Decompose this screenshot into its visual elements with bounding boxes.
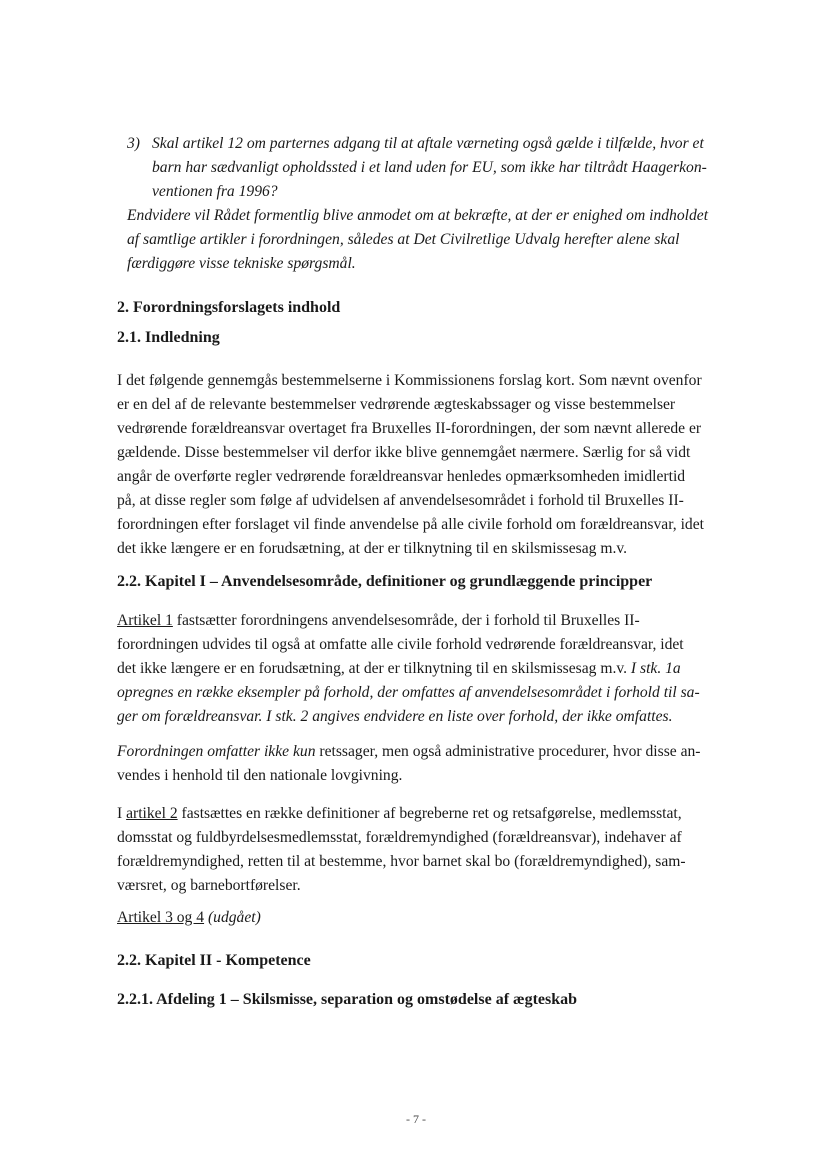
- section-2-2-heading: 2.2. Kapitel I – Anvendelsesområde, definitioner og grundlæggende principper: [117, 573, 653, 590]
- text-line: vedrørende forældreansvar overtaget fra Bruxelles II-forordningen, der som nævnt allerede er: [117, 420, 702, 437]
- text-line: gældende. Disse bestemmelser vil derfor ikke blive gennemgået nærmere. Særlig for så vidt: [117, 444, 691, 461]
- article-2-paragraph: I artikel 2 fastsættes en række definitioner af begreberne ret og retsafgørelse, medlemsstat, domsstat og fuldbyrdelsesmedlemsstat, forældremyndighed (forældreansvar), indehaver af forældremyndighed, retten til at bestemme, hvor barnet skal bo (forældremyndighed), sam- værsret, og barnebortførelser.: [117, 802, 749, 898]
- section-2-1-heading: 2.1. Indledning: [117, 329, 220, 346]
- text-line: det ikke længere er en forudsætning, at der er tilknytning til en skilsmissesag m.v.: [117, 540, 628, 557]
- chapter-2-heading: 2.2. Kapitel II - Kompetence: [117, 952, 311, 969]
- text-line: vendes i henhold til den nationale lovgivning.: [117, 767, 403, 784]
- text-line: angår de overførte regler vedrørende forældreansvar henledes opmærksomheden imidlertid: [117, 468, 686, 485]
- text-line: ventionen fra 1996?: [152, 183, 278, 200]
- text-line: domsstat og fuldbyrdelsesmedlemsstat, forældremyndighed (forældreansvar), indehaver af: [117, 829, 682, 846]
- text-line: I det følgende gennemgås bestemmelserne i Kommissionens forslag kort. Som nævnt ovenfor: [117, 372, 702, 389]
- text-line: af samtlige artikler i forordningen, således at Det Civilretlige Udvalg herefter alene skal: [127, 231, 680, 248]
- article-2-link[interactable]: artikel 2: [126, 805, 178, 822]
- text-line: Skal artikel 12 om parternes adgang til at aftale værneting også gælde i tilfælde, hvor et: [152, 135, 704, 152]
- question-3-text: [152, 132, 752, 204]
- text-line: forordningen udvides til også at omfatte alle civile forhold vedrørende forældreansvar, idet: [117, 636, 684, 653]
- text-line: forældremyndighed, retten til at bestemme, hvor barnet skal bo (forældremyndighed), sam-: [117, 853, 686, 870]
- text-line: barn har sædvanligt opholdssted i et land uden for EU, som ikke har tiltrådt Haagerkon-: [152, 159, 707, 176]
- section-2-1-paragraph: [117, 369, 749, 561]
- chapter-2-1-heading: 2.2.1. Afdeling 1 – Skilsmisse, separation og omstødelse af ægteskab: [117, 991, 578, 1008]
- article-1-link[interactable]: Artikel 1: [117, 612, 173, 629]
- article-1-paragraph: Artikel 1 fastsætter forordningens anvendelsesområde, der i forhold til Bruxelles II- forordningen udvides til også at omfatte alle civile forhold vedrørende forældreansvar, idet det ikke længere er en forudsætning, at der er tilknytning til en skilsmissesag m.v. I stk. 1a opregnes en række eksempler på forhold, der omfattes af anvendelsesområdet i forhold til sa- ger om forældreansvar. I stk. 2 angives endvidere en liste over forhold, der ikke omfattes.: [117, 609, 749, 729]
- text-line: værsret, og barnebortførelser.: [117, 877, 301, 894]
- text-line: Endvidere vil Rådet formentlig blive anmodet om at bekræfte, at der er enighed om indholdet: [127, 207, 709, 224]
- followup-paragraph: [127, 204, 759, 276]
- text-line: opregnes en række eksempler på forhold, der omfattes af anvendelsesområdet i forhold til sa-: [117, 684, 700, 701]
- text-line: er en del af de relevante bestemmelser vedrørende ægteskabssager og visse bestemmelser: [117, 396, 676, 413]
- article-3-4-paragraph: Artikel 3 og 4 (udgået): [117, 909, 261, 926]
- scope-paragraph: Forordningen omfatter ikke kun retssager, men også administrative procedurer, hvor disse an- vendes i henhold til den nationale lovgivning.: [117, 740, 749, 788]
- text-line: ger om forældreansvar. I stk. 2 angives endvidere en liste over forhold, der ikke omfattes.: [117, 708, 673, 725]
- page-number: - 7 -: [406, 1112, 426, 1126]
- text-line: forordningen efter forslaget vil finde anvendelse på alle civile forhold om forældreansvar, idet: [117, 516, 704, 533]
- article-3-4-link[interactable]: Artikel 3 og 4: [117, 909, 205, 926]
- section-2-heading: 2. Forordningsforslagets indhold: [117, 299, 341, 316]
- text-line: på, at disse regler som følge af udvidelsen af anvendelsesområdet i forhold til Bruxelles II-: [117, 492, 684, 509]
- list-number: 3): [127, 135, 140, 152]
- text-line: færdiggøre visse tekniske spørgsmål.: [127, 255, 356, 272]
